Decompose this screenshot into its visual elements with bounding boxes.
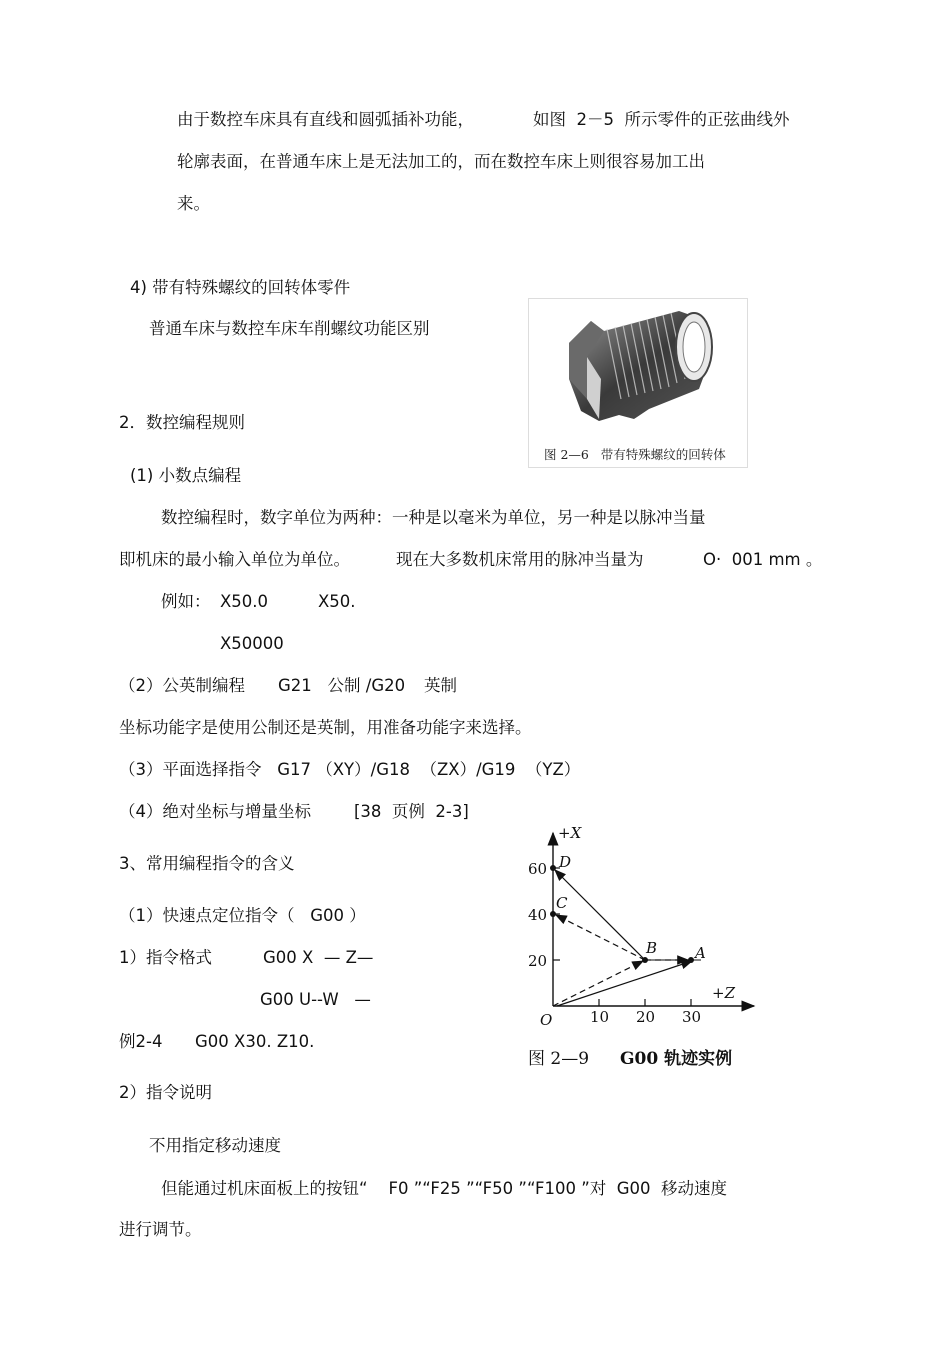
figure-2-9-caption-number: 图 2—9 [528,1049,590,1069]
x-tick-40: 40 [528,906,548,924]
intro-line-1a: 由于数控车床具有直线和圆弧插补功能， [177,110,474,129]
x-axis-label: +X [558,824,582,842]
section-4-heading: 4) 带有特殊螺纹的回转体零件 [130,278,351,297]
z-tick-10: 10 [590,1008,610,1026]
point-b [642,957,648,963]
absolute-incremental-ref: [38 页例 2-3] [354,802,469,821]
example-x50-0: X50.0 [220,592,269,611]
decimal-programming-line-2a: 即机床的最小输入单位为单位。 [119,550,350,569]
example-2-4-label: 例2-4 [119,1032,163,1051]
command-description-1: 不用指定移动速度 [149,1136,281,1155]
point-d-label: D [559,853,572,871]
figure-2-6-caption: 图 2—6 带有特殊螺纹的回转体 [544,447,726,462]
metric-imperial-codes: G21 公制 /G20 [278,676,406,695]
section-3-heading: 3、常用编程指令的含义 [119,854,295,873]
point-c-label: C [556,894,568,912]
example-x50000: X50000 [220,634,284,653]
origin-label: O [540,1011,553,1029]
g00-title: （1）快速点定位指令（ G00 ） [119,906,366,925]
intro-line-2: 轮廓表面，在普通车床上是无法加工的，而在数控车床上则很容易加工出 [177,152,705,171]
decimal-programming-title: (1) 小数点编程 [130,466,242,485]
point-a-label: A [695,944,706,962]
intro-line-3: 来。 [177,194,210,213]
section-2-heading: 2．数控编程规则 [119,413,245,432]
plane-selection-line: （3）平面选择指令 G17 （XY）/G18 （ZX）/G19 （YZ） [119,760,581,779]
z-tick-30: 30 [682,1008,702,1026]
figure-2-6 [528,298,748,468]
absolute-incremental-title: （4）绝对坐标与增量坐标 [119,802,311,821]
g00-trajectory-diagram [526,808,784,1070]
command-format-2: G00 U--W — [260,990,371,1009]
command-description-3: 进行调节。 [119,1220,202,1239]
decimal-programming-line-2c: O· 001 mm 。 [703,550,823,569]
command-description-2: 但能通过机床面板上的按钮“ F0 ”“F25 ”“F50 ”“F100 ”对 G00 移动速度 [161,1179,728,1198]
command-description-title: 2）指令说明 [119,1083,212,1102]
decimal-programming-line-1: 数控编程时，数字单位为两种：一种是以毫米为单位，另一种是以脉冲当量 [161,508,706,527]
metric-imperial-text: 坐标功能字是使用公制还是英制，用准备功能字来选择。 [119,718,532,737]
figure-2-9 [526,808,784,1070]
point-d [550,865,556,871]
intro-line-1b: 如图 2－5 所示零件的正弦曲线外 [533,110,790,129]
example-x50: X50. [318,592,356,611]
example-label: 例如： [161,592,211,611]
x-tick-20: 20 [528,952,548,970]
figure-2-9-caption-title: G00 轨迹实例 [620,1049,733,1069]
metric-imperial-imperial: 英制 [424,676,457,695]
point-a [688,957,694,963]
point-b-label: B [646,939,658,957]
example-2-4-code: G00 X30. Z10. [195,1032,315,1051]
x-tick-60: 60 [528,860,548,878]
command-format-1: G00 X — Z— [263,948,374,967]
z-axis-label: +Z [712,984,735,1002]
metric-imperial-title: （2）公英制编程 [119,676,245,695]
z-tick-20: 20 [636,1008,656,1026]
decimal-programming-line-2b: 现在大多数机床常用的脉冲当量为 [396,550,644,569]
section-4-text: 普通车床与数控车床车削螺纹功能区别 [149,319,430,338]
command-format-label: 1）指令格式 [119,948,212,967]
threaded-part-image [529,299,747,467]
